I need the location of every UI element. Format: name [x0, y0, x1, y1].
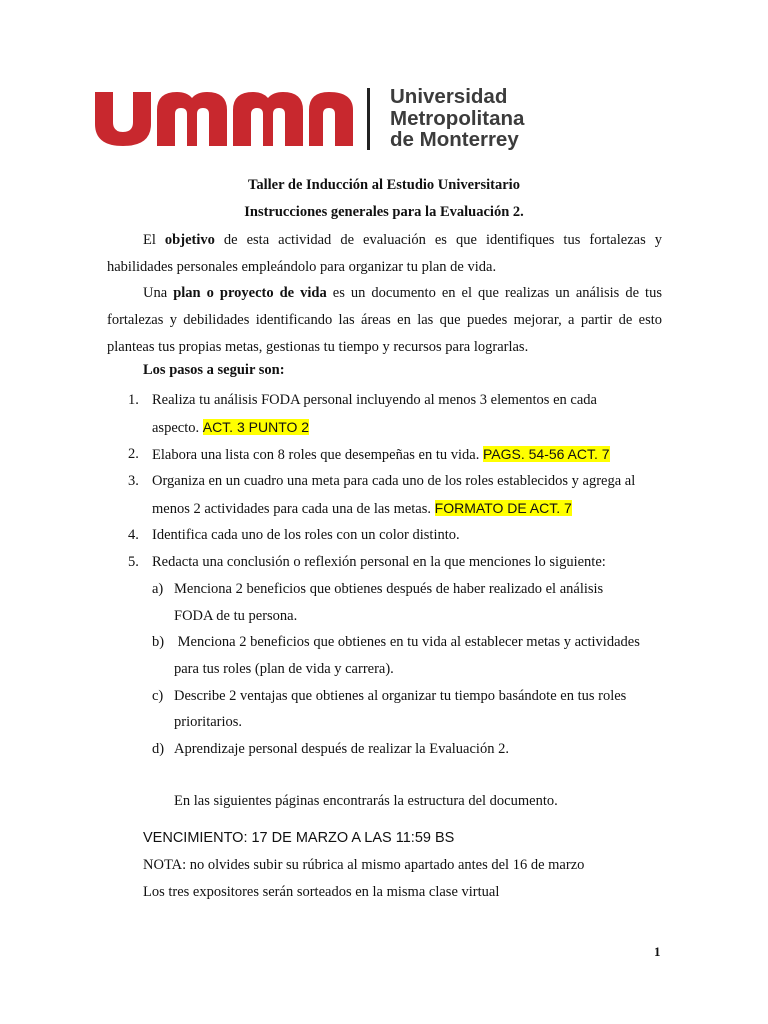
logo-line-2: Metropolitana [390, 106, 525, 130]
logo-line-1: Universidad [390, 85, 508, 108]
page-number: 1 [654, 944, 661, 959]
para1-pre: El [143, 232, 165, 248]
structure-note: En las siguientes páginas encontrarás la estructura del documento. [174, 793, 558, 809]
para2-pre: Una [143, 285, 174, 301]
step-text-line2: aspecto. [152, 420, 203, 436]
step-number: 2. [128, 446, 139, 462]
step-highlight: ACT. 3 PUNTO 2 [202, 419, 310, 435]
logo-line-3: de Monterrey [390, 128, 519, 151]
deadline: VENCIMIENTO: 17 DE MARZO A LAS 11:59 BS [143, 830, 455, 846]
note: NOTA: no olvides subir su rúbrica al mismo apartado antes del 16 de marzo [143, 857, 585, 873]
step-number: 3. [128, 473, 139, 489]
substep-letter: a) [152, 581, 164, 597]
substep-text: Aprendizaje personal después de realizar la Evaluación 2. [174, 741, 509, 757]
step-number: 4. [128, 527, 139, 543]
step-text-line2: menos 2 actividades para cada una de las metas. [152, 501, 435, 517]
step-text-cont [152, 441, 662, 469]
substep-letter: b) [152, 634, 165, 650]
university-name [390, 86, 524, 151]
substep-text: Menciona 2 beneficios que obtienes después de haber realizado el análisis [174, 581, 604, 597]
substep-text-line2: para tus roles (plan de vida y carrera). [174, 661, 394, 677]
step-number: 1. [128, 392, 139, 408]
step-text: Realiza tu análisis FODA personal incluyendo al menos 3 elementos en cada [152, 392, 597, 408]
para2-bold: plan o proyecto de vida [173, 285, 327, 301]
substep-letter: d) [152, 741, 165, 757]
para1-bold: objetivo [164, 232, 215, 248]
objective-paragraph [107, 227, 662, 281]
substep-text-line2: prioritarios. [174, 714, 243, 730]
step-text: Redacta una conclusión o reflexión personal en la que menciones lo siguiente: [152, 554, 606, 570]
step-text: Organiza en un cuadro una meta para cada uno de los roles establecidos y agrega al [152, 473, 636, 489]
logo-divider [367, 88, 370, 150]
step-text-cont [152, 495, 662, 523]
substep-text-line2: FODA de tu persona. [174, 608, 298, 624]
step-highlight: PAGS. 54-56 ACT. 7 [482, 446, 610, 462]
life-plan-paragraph [107, 280, 662, 361]
step-text-cont [152, 414, 662, 442]
document-subtitle: Instrucciones generales para la Evaluación 2. [244, 204, 524, 220]
step-number: 5. [128, 554, 139, 570]
substep-text: Describe 2 ventajas que obtienes al organizar tu tiempo basándote en tus roles [174, 688, 627, 704]
para2-post: es un documento en el que realizas un análisis de tus fortalezas y debilidades identificando las áreas en las que puedes mejorar, a partir de esto planteas tus propias metas, gestionas tu tiempo y recursos para lograrlas. [107, 285, 662, 355]
step-highlight: FORMATO DE ACT. 7 [434, 500, 572, 516]
step-text: Identifica cada uno de los roles con un color distinto. [152, 527, 460, 543]
umm-logo-mark-icon [93, 90, 355, 148]
steps-heading: Los pasos a seguir son: [143, 362, 285, 378]
para1-post: de esta actividad de evaluación es que identifiques tus fortalezas y habilidades personales empleándolo para organizar tu plan de vida. [107, 232, 662, 275]
document-title: Taller de Inducción al Estudio Universitario [248, 177, 520, 193]
substep-letter: c) [152, 688, 164, 704]
substep-text: Menciona 2 beneficios que obtienes en tu vida al establecer metas y actividades [174, 634, 640, 650]
step-text: Elabora una lista con 8 roles que desempeñas en tu vida. [152, 447, 483, 463]
expositores-note: Los tres expositores serán sorteados en la misma clase virtual [143, 884, 500, 900]
university-logo [93, 85, 525, 156]
